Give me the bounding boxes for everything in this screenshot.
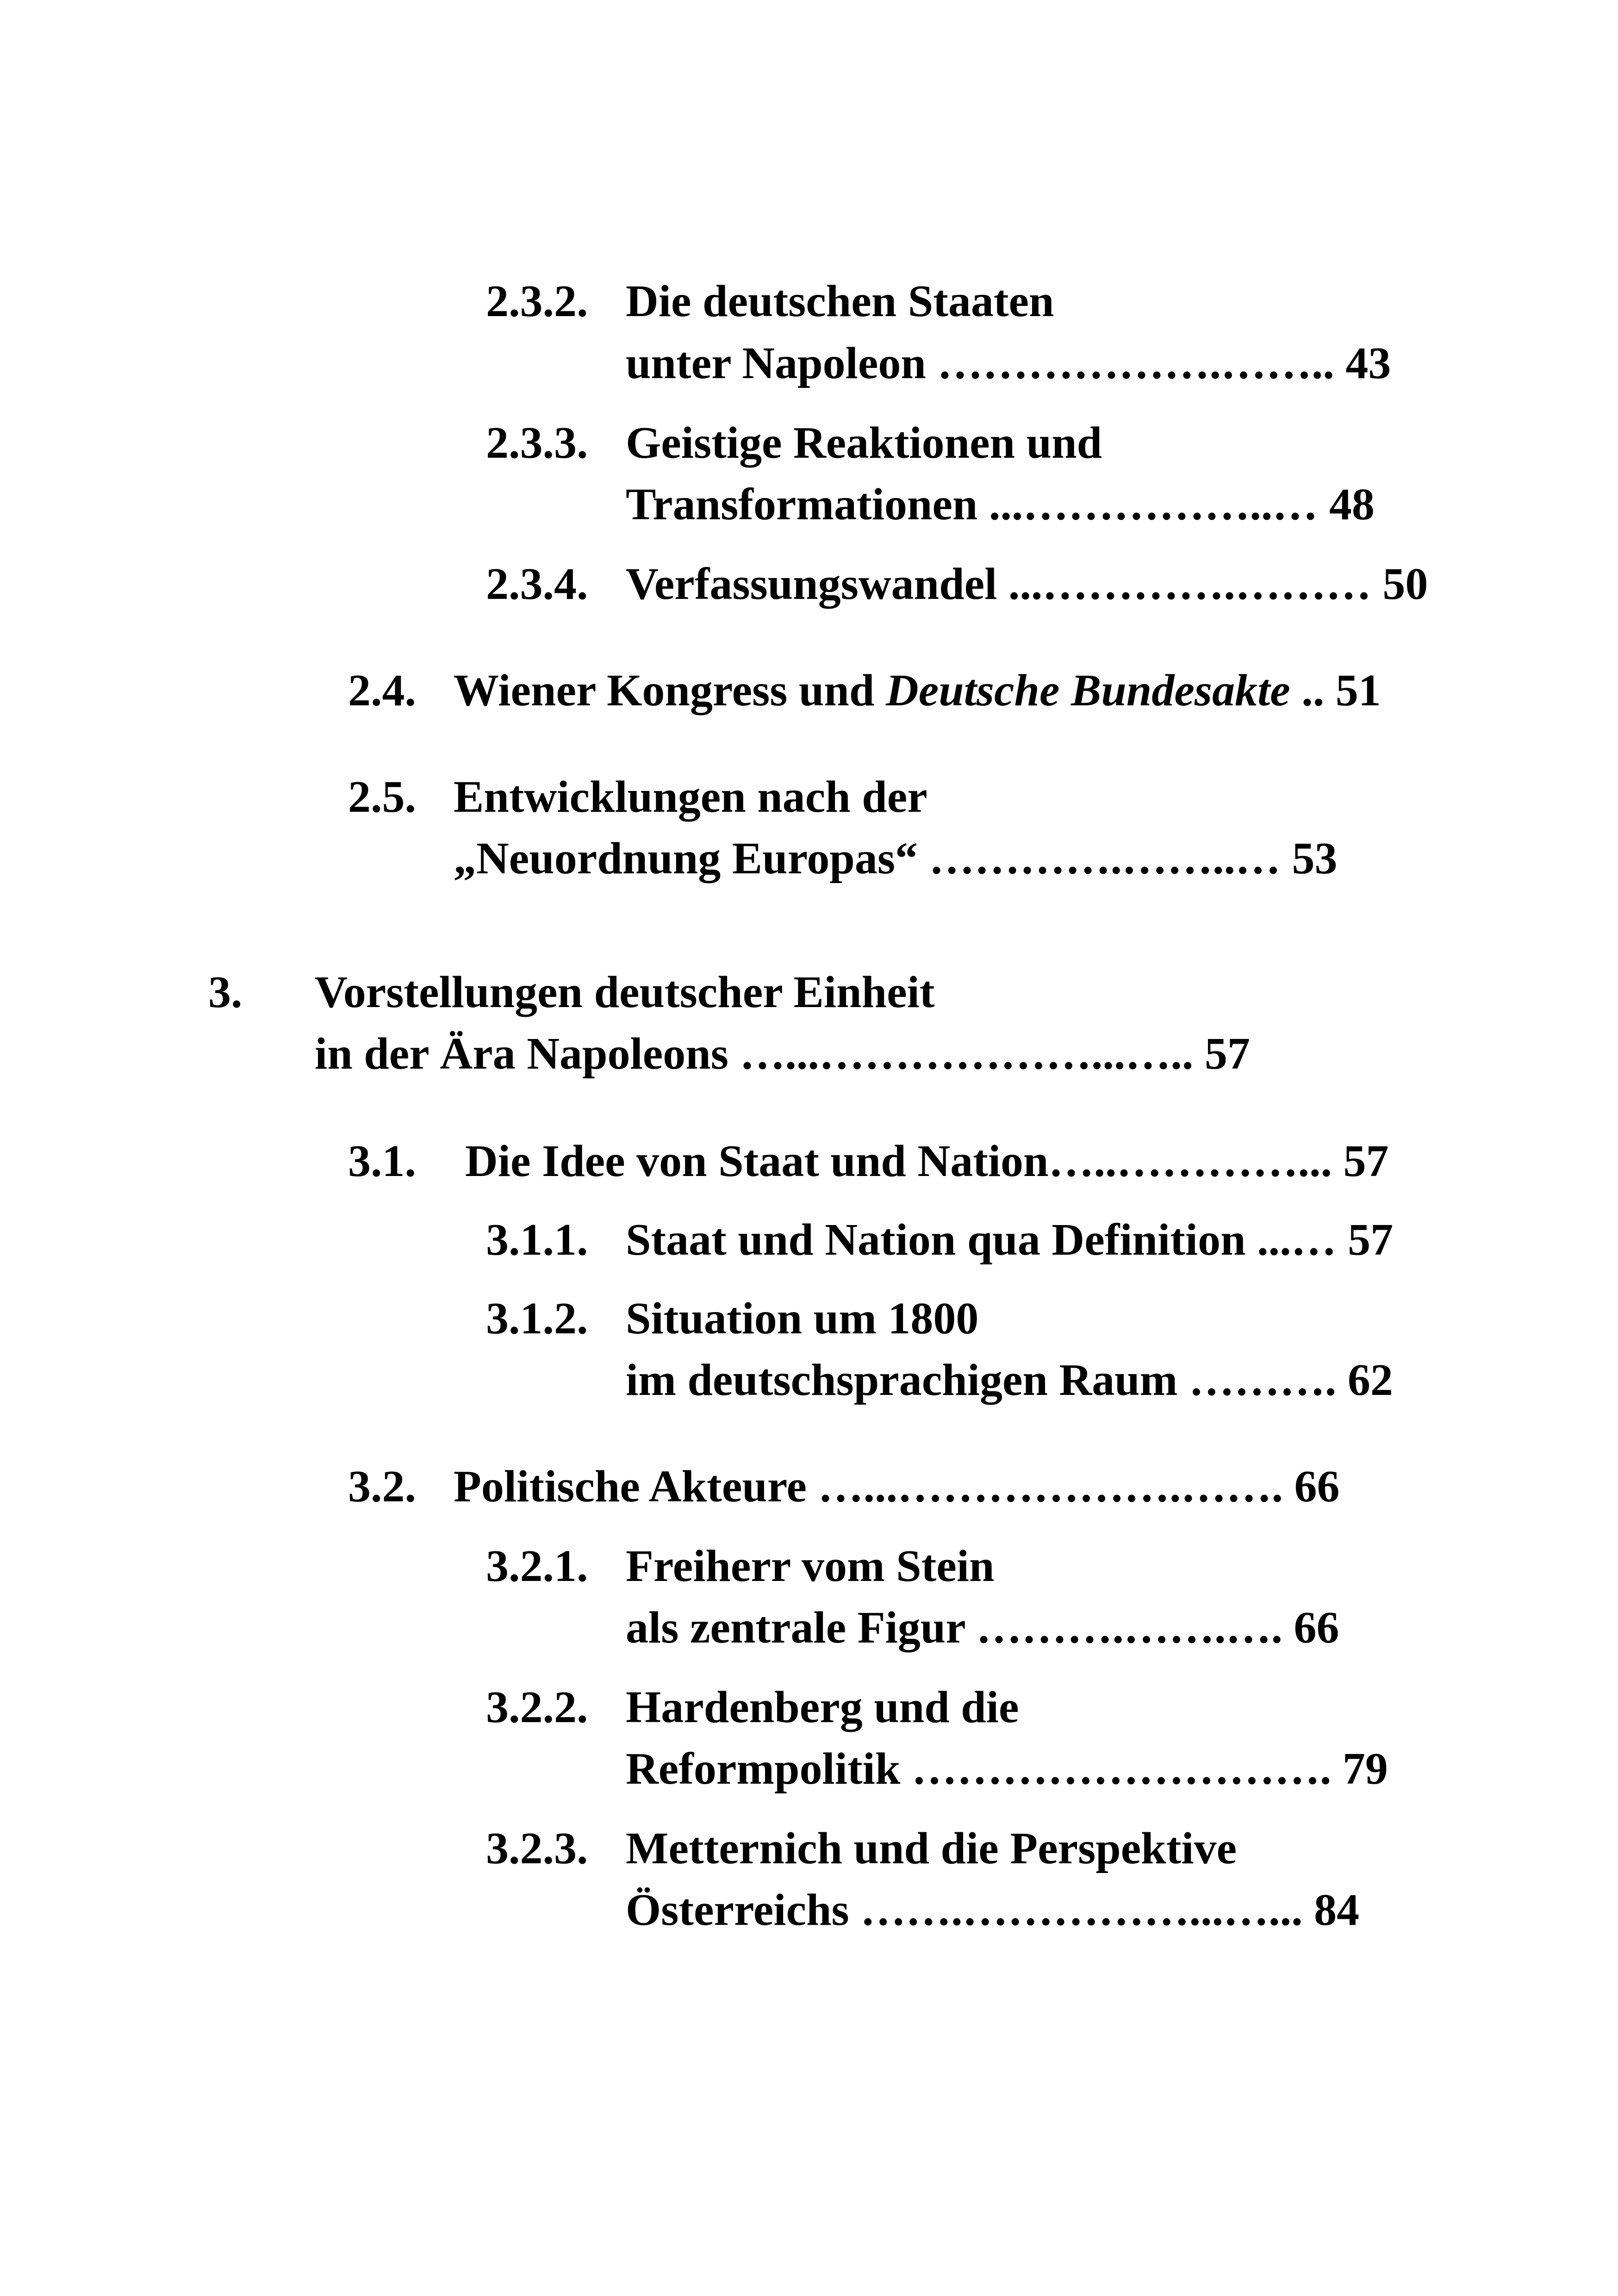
toc-entry-2-3-2-title-line1: Die deutschen Staaten bbox=[626, 276, 1054, 326]
toc-entry-2-4-title-before: Wiener Kongress und bbox=[454, 666, 886, 716]
toc-entry-3-2-1-number: 3.2.1. bbox=[486, 1541, 588, 1591]
toc-entry-2-3-2-number: 2.3.2. bbox=[486, 276, 588, 326]
toc-entry-3-2-number: 3.2. bbox=[348, 1462, 416, 1512]
toc-entry-2-3-3-number: 2.3.3. bbox=[486, 418, 588, 468]
toc-entry-3-2-2-number: 3.2.2. bbox=[486, 1682, 588, 1732]
toc-entry-3-2-2-title-line1: Hardenberg und die bbox=[626, 1682, 1019, 1732]
toc-entry-2-3-3-title-line2: Transformationen ...……………..… 48 bbox=[626, 479, 1375, 529]
toc-entry-2-5-title-line2: „Neuordnung Europas“ ………….……..… 53 bbox=[454, 834, 1338, 884]
toc-entry-2-3-3-title-line1: Geistige Reaktionen und bbox=[626, 418, 1102, 468]
toc-entry-2-3-4-number: 2.3.4. bbox=[486, 559, 588, 609]
toc-entry-2-4-title bbox=[454, 666, 1381, 716]
toc-entry-3-title-line1: Vorstellungen deutscher Einheit bbox=[315, 967, 935, 1017]
toc-entry-2-3-4-title: Verfassungswandel ...………….……… 50 bbox=[626, 559, 1428, 609]
toc-entry-3-1-2-title-line2: im deutschsprachigen Raum ………. 62 bbox=[626, 1355, 1393, 1405]
toc-entry-3-1-2-number: 3.1.2. bbox=[486, 1294, 588, 1344]
toc-entry-3-2-1-title-line1: Freiherr vom Stein bbox=[626, 1541, 995, 1591]
toc-entry-3-1-2-title-line1: Situation um 1800 bbox=[626, 1294, 979, 1344]
toc-entry-3-1-1-number: 3.1.1. bbox=[486, 1215, 588, 1265]
toc-entry-3-2-3-number: 3.2.3. bbox=[486, 1823, 588, 1873]
toc-entry-3-2-1-title-line2: als zentrale Figur ……….…….…. 66 bbox=[626, 1603, 1339, 1653]
toc-entry-3-2-3-title-line1: Metternich und die Perspektive bbox=[626, 1823, 1237, 1873]
toc-entry-3-number: 3. bbox=[208, 967, 243, 1017]
toc-entry-3-2-title: Politische Akteure …...……………….……. 66 bbox=[454, 1462, 1340, 1512]
toc-entry-3-2-3-title-line2: Österreichs …….……………...…... 84 bbox=[626, 1885, 1360, 1935]
toc-entry-2-4-title-after: .. 51 bbox=[1290, 666, 1381, 716]
toc-entry-3-2-2-title-line2: Reformpolitik ………………………. 79 bbox=[626, 1744, 1388, 1794]
toc-entry-2-4-title-italic: Deutsche Bundesakte bbox=[885, 666, 1290, 716]
toc-entry-3-1-title: Die Idee von Staat und Nation…..…………... 57 bbox=[465, 1136, 1389, 1186]
toc-entry-3-1-number: 3.1. bbox=[348, 1136, 416, 1186]
toc-entry-3-1-1-title: Staat und Nation qua Definition ...… 57 bbox=[626, 1215, 1394, 1265]
toc-entry-2-5-number: 2.5. bbox=[348, 772, 416, 822]
toc-entry-2-4-number: 2.4. bbox=[348, 666, 416, 716]
toc-entry-2-5-title-line1: Entwicklungen nach der bbox=[454, 772, 927, 822]
toc-entry-2-3-2-title-line2: unter Napoleon ……………….…….. 43 bbox=[626, 338, 1391, 388]
toc-entry-3-title-line2: in der Ära Napoleons …...………………...….. 57 bbox=[315, 1029, 1250, 1079]
